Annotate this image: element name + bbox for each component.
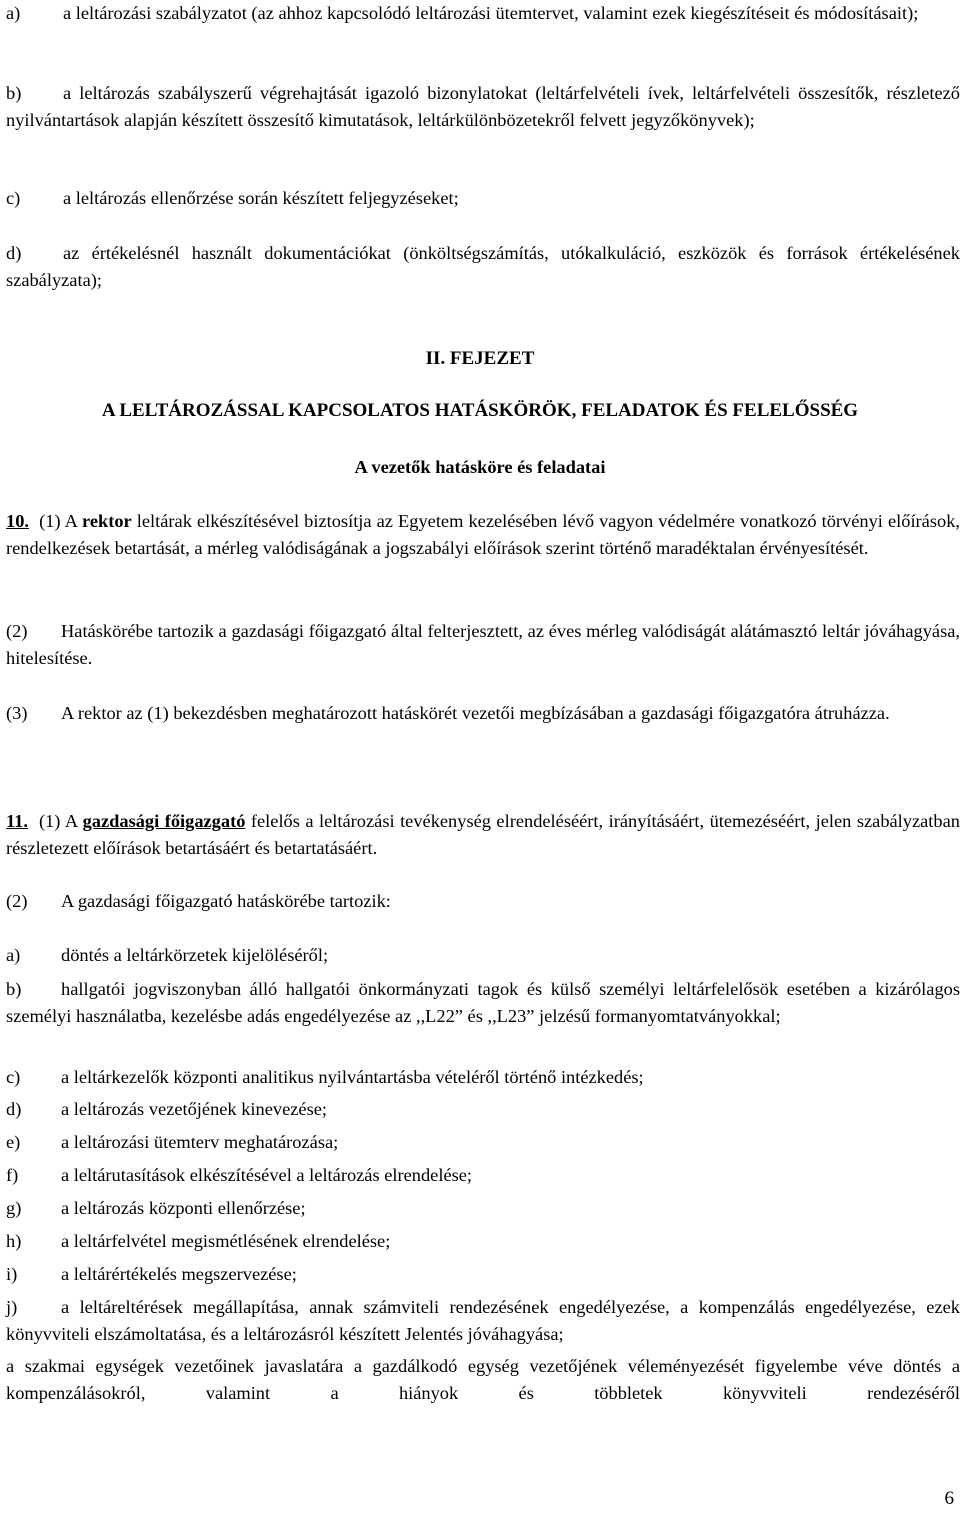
list-item: i) a leltárértékelés megszervezése; — [6, 1264, 297, 1284]
list-item-d-top — [6, 240, 960, 293]
chapter-number: II. FEJEZET — [425, 348, 535, 369]
list-item: j) a leltáreltérések megállapítása, annak számviteli rendezésének engedélyezése, a kompenzálás engedélyezése, ezek könyvviteli elszámoltatása, és a leltározásról készített Jelentés jóváhagyása; — [6, 1297, 960, 1344]
list-item: c) a leltárkezelők központi analitikus nyilvántartásba vételéről történő intézkedés; — [6, 1067, 644, 1087]
section-number: 11. — [6, 811, 28, 831]
section-10-paragraph-3: (3) A rektor az (1) bekezdésben meghatározott hatáskörét vezetői megbízásában a gazdasági főigazgatóra átruházza. — [6, 703, 890, 723]
item-text: a leltározás szabályszerű végrehajtását igazoló bizonylatokat (leltárfelvételi ívek, leltárfelvételi összesítők, részletező nyilvántartások alapján készített összesítő kimutatások, leltárkülönbözetekről felvett jegyzőkönyvek); — [6, 83, 960, 130]
item-text: a leltározási szabályzatot (az ahhoz kapcsolódó leltározási ütemtervet, valamint ezek kiegészítéseit és módosításait); — [63, 3, 919, 23]
list-item-a-top — [6, 0, 960, 27]
section-10-paragraph-2: (2) Hatáskörébe tartozik a gazdasági főigazgató által felterjesztett, az éves mérleg valódiságát alátámasztó leltár jóváhagyása, hitelesítése. — [6, 621, 960, 668]
item-label: c) — [6, 188, 21, 208]
list-item: a) döntés a leltárkörzetek kijelöléséről; — [6, 945, 329, 965]
section-11-paragraph-2: (2) A gazdasági főigazgató hatáskörébe tartozik: — [6, 891, 391, 911]
list-item: g) a leltározás központi ellenőrzése; — [6, 1198, 306, 1218]
chapter-title: A LELTÁROZÁSSAL KAPCSOLATOS HATÁSKÖRÖK, FELADATOK ÉS FELELŐSSÉG — [101, 400, 859, 421]
bold-term: gazdasági főigazgató — [82, 811, 246, 831]
item-text: a leltározás ellenőrzése során készített feljegyzéseket; — [63, 188, 459, 208]
item-label: b) — [6, 83, 22, 103]
section-subtitle: A vezetők hatásköre és feladatai — [354, 457, 606, 477]
item-text: az értékelésnél használt dokumentációkat (önköltségszámítás, utókalkuláció, eszközök és források értékelésének szabályzata); — [6, 243, 960, 290]
bold-term: rektor — [81, 511, 132, 531]
list-item-b-top — [6, 80, 960, 133]
section-number: 10. — [6, 511, 29, 531]
page-number: 6 — [944, 1488, 954, 1509]
list-item: e) a leltározási ütemterv meghatározása; — [6, 1132, 339, 1152]
list-item: d) a leltározás vezetőjének kinevezése; — [6, 1099, 327, 1119]
list-item: h) a leltárfelvétel megismétlésének elrendelése; — [6, 1231, 391, 1251]
list-item: b) hallgatói jogviszonyban álló hallgatói önkormányzati tagok és külső személyi leltárfelelősök esetében a kizárólagos személyi használatba, kezelésbe adás engedélyezése az ,,L22” és ,,L23” jelzésű formanyomtatványokkal; — [6, 979, 960, 1026]
section-11-paragraph-1: 11. (1) A gazdasági főigazgató felelős a leltározási tevékenység elrendeléséért, irányításáért, ütemezéséért, jelen szabályzatban részletezett előírások betartásáért és betartatásáért. — [6, 811, 960, 858]
item-label: d) — [6, 243, 22, 263]
section-10-paragraph-1: 10. (1) A rektor leltárak elkészítésével biztosítja az Egyetem kezelésében lévő vagyon védelmére vonatkozó törvényi előírások, rendelkezések betartását, a mérleg valódiságának a jogszabályi előírások szerint történő maradéktalan érvényesítését. — [6, 511, 960, 558]
closing-paragraph: a szakmai egységek vezetőinek javaslatára a gazdálkodó egység vezetőjének véleményezését figyelembe véve döntés a kompenzálásokról, valamint a hiányok és többletek könyvviteli rendezéséről — [6, 1356, 960, 1403]
list-item: f) a leltárutasítások elkészítésével a leltározás elrendelése; — [6, 1165, 473, 1185]
item-label: a) — [6, 3, 21, 23]
list-item-c-top — [6, 185, 960, 212]
